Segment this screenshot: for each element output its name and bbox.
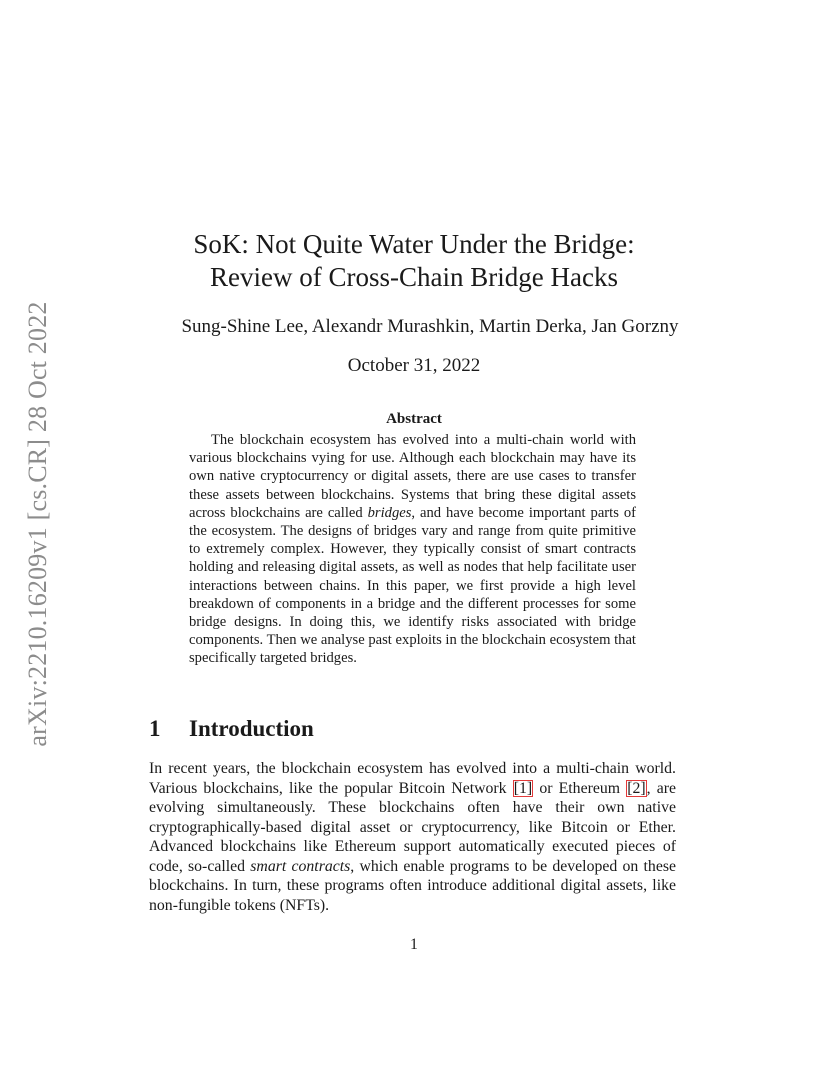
paper-title-line-1: SoK: Not Quite Water Under the Bridge: bbox=[193, 229, 635, 259]
abstract-emphasis-bridges: bridges bbox=[367, 504, 412, 521]
abstract-text-part-2: , and have become important parts of the ecosystem. The designs of bridges vary and range from quite primitive to extremely complex. However, they typically consist of smart contracts holding and releasing digital assets, as well as nodes that help facilitate user interactions between chains. In this paper, we first provide a high level breakdown of components in a bridge and the different processes for some bridge designs. In doing this, we identify risks associated with bridge components. Then we analyse past exploits in the blockchain ecosystem that specifically targeted bridges. bbox=[189, 504, 636, 667]
section-title: Introduction bbox=[189, 716, 314, 741]
intro-text-part-2: or Ethereum bbox=[533, 779, 627, 797]
introduction-paragraph bbox=[149, 759, 676, 915]
section-number: 1 bbox=[149, 716, 161, 741]
abstract-text-part-1: The blockchain ecosystem has evolved into a multi-chain world with various blockchains vying for use. Although each blockchain may have its own native cryptocurrency or digital assets, there are use cases to transfer these assets between blockchains. Systems that bring these digital assets across blockchains are called bbox=[189, 432, 636, 521]
abstract-heading: Abstract bbox=[386, 411, 442, 427]
author-list: Sung-Shine Lee, Alexandr Murashkin, Martin Derka, Jan Gorzny bbox=[181, 316, 679, 337]
abstract-text bbox=[189, 431, 636, 668]
intro-text-part-1: In recent years, the blockchain ecosystem has evolved into a multi-chain world. Various blockchains, like the popular Bitcoin Network bbox=[149, 760, 676, 797]
paper-title-line-2: Review of Cross-Chain Bridge Hacks bbox=[210, 262, 618, 292]
section-heading-introduction bbox=[149, 716, 314, 742]
intro-text-part-3: , are evolving simultaneously. These blockchains often have their own native cryptographically-based digital asset or cryptocurrency, like Bitcoin or Ether. Advanced blockchains like Ethereum support automatically executed pieces of code, so-called bbox=[149, 779, 676, 875]
intro-emphasis-smart-contracts: smart contracts bbox=[250, 857, 351, 875]
arxiv-identifier-stamp: arXiv:2210.16209v1 [cs.CR] 28 Oct 2022 bbox=[23, 301, 52, 747]
page-number: 1 bbox=[410, 936, 418, 953]
paper-title bbox=[0, 228, 828, 294]
publication-date: October 31, 2022 bbox=[347, 355, 481, 376]
citation-link-bitcoin[interactable]: [1] bbox=[513, 779, 533, 797]
citation-link-ethereum[interactable]: [2] bbox=[627, 779, 646, 797]
intro-text-part-4: , which enable programs to be developed on these blockchains. In turn, these programs often introduce additional digital assets, like non-fungible tokens (NFTs). bbox=[149, 857, 677, 914]
